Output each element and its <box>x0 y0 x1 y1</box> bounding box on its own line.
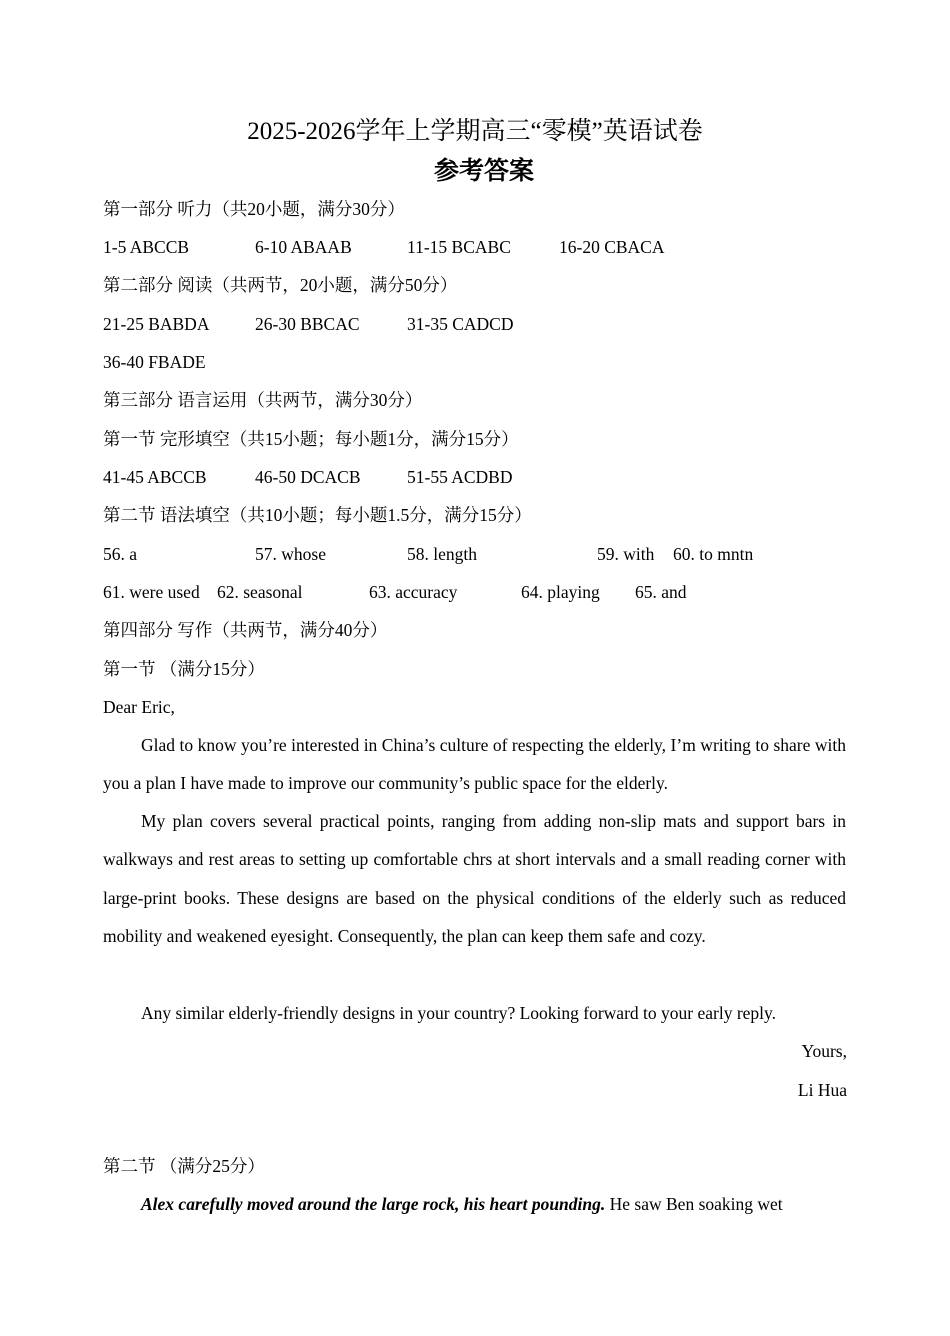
story-lead-sentence: Alex carefully moved around the large rock, his heart pounding. <box>141 1194 606 1214</box>
answer-group: 1-5 ABCCB <box>103 237 190 257</box>
part4-heading: 第四部分 写作（共两节，满分40分） <box>103 620 388 640</box>
part1-heading: 第一部分 听力（共20小题，满分30分） <box>103 199 405 219</box>
grammar-answer: 62. seasonal <box>217 582 303 602</box>
answer-group: 26-30 BBCAC <box>255 314 360 334</box>
document-subtitle: 参考答案 <box>433 158 534 185</box>
answer-group: 51-55 ACDBD <box>407 467 513 487</box>
answer-group: 6-10 ABAAB <box>255 237 352 257</box>
part2-answers-row2: 36-40 FBADE <box>103 352 206 372</box>
story-continuation: He saw Ben soaking wet <box>605 1194 783 1214</box>
letter-paragraph-2: My plan covers several practical points, ranging from adding non-slip mats and support bars in walkways and rest areas to setting up comfortable chrs at short intervals and a small reading corner with large-print books. These designs are based on the physical conditions of the elderly such as reduced mobility and weakened eyesight. Consequently, the plan can keep them safe and cozy. <box>103 811 846 946</box>
part4-section2-heading: 第二节 （满分25分） <box>103 1156 265 1176</box>
part3-heading: 第三部分 语言运用（共两节，满分30分） <box>103 390 423 410</box>
letter-signature: Li Hua <box>797 1080 847 1100</box>
document-title: 2025-2026学年上学期高三“零模”英语试卷 <box>247 118 703 145</box>
letter-paragraph-3: Any similar elderly-friendly designs in your country? Looking forward to your early reply. <box>141 1003 777 1023</box>
part3-section2-heading: 第二节 语法填空（共10小题；每小题1.5分，满分15分） <box>103 505 532 525</box>
answer-group: 31-35 CADCD <box>407 314 514 334</box>
grammar-answer: 58. length <box>407 544 477 564</box>
grammar-answer: 64. playing <box>521 582 600 602</box>
grammar-answer: 61. were used <box>103 582 200 602</box>
part3-section1-heading: 第一节 完形填空（共15小题；每小题1分，满分15分） <box>103 429 519 449</box>
grammar-answer: 65. and <box>635 582 687 602</box>
grammar-answer: 63. accuracy <box>369 582 458 602</box>
grammar-answer: 60. to mntn <box>673 544 754 564</box>
answer-group: 11-15 BCABC <box>407 237 511 257</box>
grammar-answer: 56. a <box>103 544 138 564</box>
answer-group: 46-50 DCACB <box>255 467 361 487</box>
letter-paragraph-1: Glad to know you’re interested in China’s culture of respecting the elderly, I’m writing to share with you a plan I have made to improve our community’s public space for the elderly. <box>103 735 846 794</box>
answer-group: 21-25 BABDA <box>103 314 210 334</box>
part2-heading: 第二部分 阅读（共两节，20小题，满分50分） <box>103 275 458 295</box>
answer-group: 41-45 ABCCB <box>103 467 207 487</box>
story-paragraph-1 <box>103 1185 846 1225</box>
grammar-answer: 59. with <box>597 544 655 564</box>
letter-closing: Yours, <box>801 1041 847 1061</box>
answer-group: 16-20 CBACA <box>559 237 665 257</box>
letter-greeting: Dear Eric, <box>103 697 175 717</box>
part4-section1-heading: 第一节 （满分15分） <box>103 659 265 679</box>
grammar-answer: 57. whose <box>255 544 326 564</box>
